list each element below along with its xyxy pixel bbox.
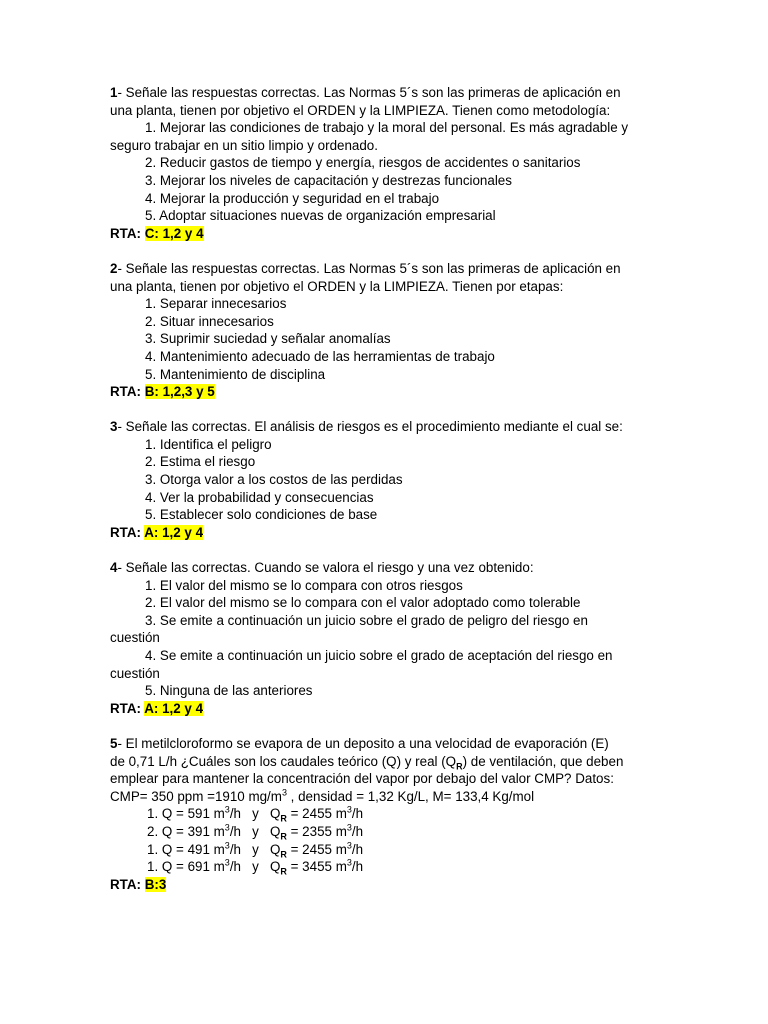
question-intro: de 0,71 L/h ¿Cuáles son los caudales teórico (Q) y real (Q bbox=[110, 753, 457, 769]
option-qr-rest: /h bbox=[351, 806, 364, 822]
option-q-rest: /h y Q bbox=[229, 841, 281, 857]
option-item: 5. Adoptar situaciones nuevas de organización empresarial bbox=[145, 208, 496, 224]
option-item: 5. Ninguna de las anteriores bbox=[145, 683, 313, 699]
answer-label: RTA: bbox=[110, 384, 141, 400]
question-5 bbox=[110, 735, 655, 893]
option-item bbox=[110, 858, 655, 876]
question-number: 4 bbox=[110, 560, 118, 576]
option-qr-rest: /h bbox=[351, 823, 364, 839]
superscript-3: 3 bbox=[346, 804, 352, 815]
answer-label: RTA: bbox=[110, 700, 141, 716]
question-number: 5 bbox=[110, 735, 118, 751]
option-item: 2. Estima el riesgo bbox=[145, 454, 256, 470]
answer-line bbox=[110, 700, 655, 718]
subscript-r: R bbox=[280, 849, 287, 860]
question-intro: , densidad = 1,32 Kg/L, M= 133,4 Kg/mol bbox=[286, 788, 535, 804]
superscript-3: 3 bbox=[224, 804, 230, 815]
option-number: 1. bbox=[147, 806, 159, 822]
question-number: 1 bbox=[110, 85, 118, 100]
question-intro: una planta, tienen por objetivo el ORDEN y la LIMPIEZA. Tienen como metodología: bbox=[110, 102, 611, 118]
option-item: 4. Mejorar la producción y seguridad en el trabajo bbox=[145, 190, 440, 206]
answer-line bbox=[110, 524, 655, 542]
superscript-3: 3 bbox=[346, 840, 352, 851]
option-number: 1. bbox=[147, 841, 159, 857]
question-4 bbox=[110, 559, 655, 717]
subscript-r: R bbox=[280, 831, 287, 842]
answer-highlight: A: 1,2 y 4 bbox=[144, 700, 204, 716]
option-number: 1. bbox=[147, 859, 159, 875]
option-item bbox=[110, 841, 655, 859]
option-item: 2. Situar innecesarios bbox=[145, 313, 274, 329]
question-1 bbox=[110, 84, 655, 242]
option-qr: = 3455 m bbox=[286, 859, 347, 875]
option-item: 3. Se emite a continuación un juicio sobre el grado de peligro del riesgo en bbox=[145, 612, 588, 628]
question-2 bbox=[110, 260, 655, 401]
question-intro: - Señale las correctas. Cuando se valora el riesgo y una vez obtenido: bbox=[117, 560, 534, 576]
superscript-3: 3 bbox=[346, 857, 352, 868]
option-q: Q = 391 m bbox=[158, 823, 225, 839]
question-intro: - Señale las respuestas correctas. Las Normas 5´s son las primeras de aplicación en bbox=[117, 260, 621, 276]
option-item: 3. Otorga valor a los costos de las perdidas bbox=[145, 472, 403, 488]
option-qr: = 2355 m bbox=[286, 823, 347, 839]
question-intro: - Señale las correctas. El análisis de riesgos es el procedimiento mediante el cual se: bbox=[117, 419, 623, 435]
question-intro: emplear para mantener la concentración del vapor por debajo del valor CMP? Datos: bbox=[110, 771, 614, 787]
question-intro: ) de ventilación, que deben bbox=[462, 753, 624, 769]
option-q: Q = 691 m bbox=[158, 859, 225, 875]
option-continuation: cuestión bbox=[110, 630, 160, 646]
option-qr: = 2455 m bbox=[286, 806, 347, 822]
option-q: Q = 491 m bbox=[158, 841, 225, 857]
superscript-3: 3 bbox=[224, 840, 230, 851]
option-item: 5. Mantenimiento de disciplina bbox=[145, 366, 326, 382]
option-item bbox=[110, 805, 655, 823]
option-item: 4. Mantenimiento adecuado de las herramientas de trabajo bbox=[145, 348, 495, 364]
question-intro: una planta, tienen por objetivo el ORDEN y la LIMPIEZA. Tienen por etapas: bbox=[110, 278, 564, 294]
answer-line bbox=[110, 225, 655, 243]
question-intro: CMP= 350 ppm =1910 mg/m bbox=[110, 788, 282, 804]
answer-highlight: C: 1,2 y 4 bbox=[144, 225, 204, 241]
superscript-3: 3 bbox=[346, 822, 352, 833]
superscript-3: 3 bbox=[224, 857, 230, 868]
question-number: 2 bbox=[110, 260, 118, 276]
option-q-rest: /h y Q bbox=[229, 859, 281, 875]
subscript-r: R bbox=[280, 814, 287, 825]
answer-label: RTA: bbox=[110, 225, 141, 241]
answer-highlight: B: 1,2,3 y 5 bbox=[144, 384, 215, 400]
option-item: 4. Ver la probabilidad y consecuencias bbox=[145, 489, 374, 505]
document-page bbox=[110, 84, 655, 911]
question-intro-line bbox=[110, 788, 655, 806]
option-continuation: cuestión bbox=[110, 665, 160, 681]
option-q-rest: /h y Q bbox=[229, 823, 281, 839]
option-item: 1. Mejorar las condiciones de trabajo y la moral del personal. Es más agradable y bbox=[145, 120, 629, 136]
subscript-r: R bbox=[280, 866, 287, 877]
option-item: 1. El valor del mismo se lo compara con otros riesgos bbox=[145, 577, 463, 593]
question-intro: - El metilcloroformo se evapora de un deposito a una velocidad de evaporación (E) bbox=[117, 735, 609, 751]
answer-highlight: B:3 bbox=[144, 876, 167, 892]
answer-line bbox=[110, 876, 655, 894]
option-item: 3. Suprimir suciedad y señalar anomalías bbox=[145, 331, 391, 347]
option-qr-rest: /h bbox=[351, 859, 364, 875]
superscript-3: 3 bbox=[281, 787, 287, 798]
answer-label: RTA: bbox=[110, 524, 141, 540]
option-item: 4. Se emite a continuación un juicio sobre el grado de aceptación del riesgo en bbox=[145, 648, 613, 663]
superscript-3: 3 bbox=[224, 822, 230, 833]
option-qr: = 2455 m bbox=[286, 841, 347, 857]
option-item: 3. Mejorar los niveles de capacitación y destrezas funcionales bbox=[145, 172, 512, 188]
question-3 bbox=[110, 418, 655, 541]
question-intro: - Señale las respuestas correctas. Las Normas 5´s son las primeras de aplicación en bbox=[117, 85, 621, 100]
subscript-r: R bbox=[456, 761, 463, 772]
option-q-rest: /h y Q bbox=[229, 806, 281, 822]
option-continuation: seguro trabajar en un sitio limpio y ordenado. bbox=[110, 137, 378, 153]
question-number: 3 bbox=[110, 419, 118, 435]
option-item: 5. Establecer solo condiciones de base bbox=[145, 507, 378, 523]
option-item: 1. Separar innecesarios bbox=[145, 296, 287, 312]
answer-line bbox=[110, 383, 655, 401]
option-q: Q = 591 m bbox=[158, 806, 225, 822]
answer-label: RTA: bbox=[110, 876, 141, 892]
option-item bbox=[110, 823, 655, 841]
option-number: 2. bbox=[147, 823, 159, 839]
option-item: 2. Reducir gastos de tiempo y energía, riesgos de accidentes o sanitarios bbox=[145, 155, 581, 171]
answer-highlight: A: 1,2 y 4 bbox=[144, 524, 204, 540]
option-qr-rest: /h bbox=[351, 841, 364, 857]
option-item: 1. Identifica el peligro bbox=[145, 436, 272, 452]
option-item: 2. El valor del mismo se lo compara con el valor adoptado como tolerable bbox=[145, 595, 581, 611]
question-intro-line bbox=[110, 753, 655, 771]
